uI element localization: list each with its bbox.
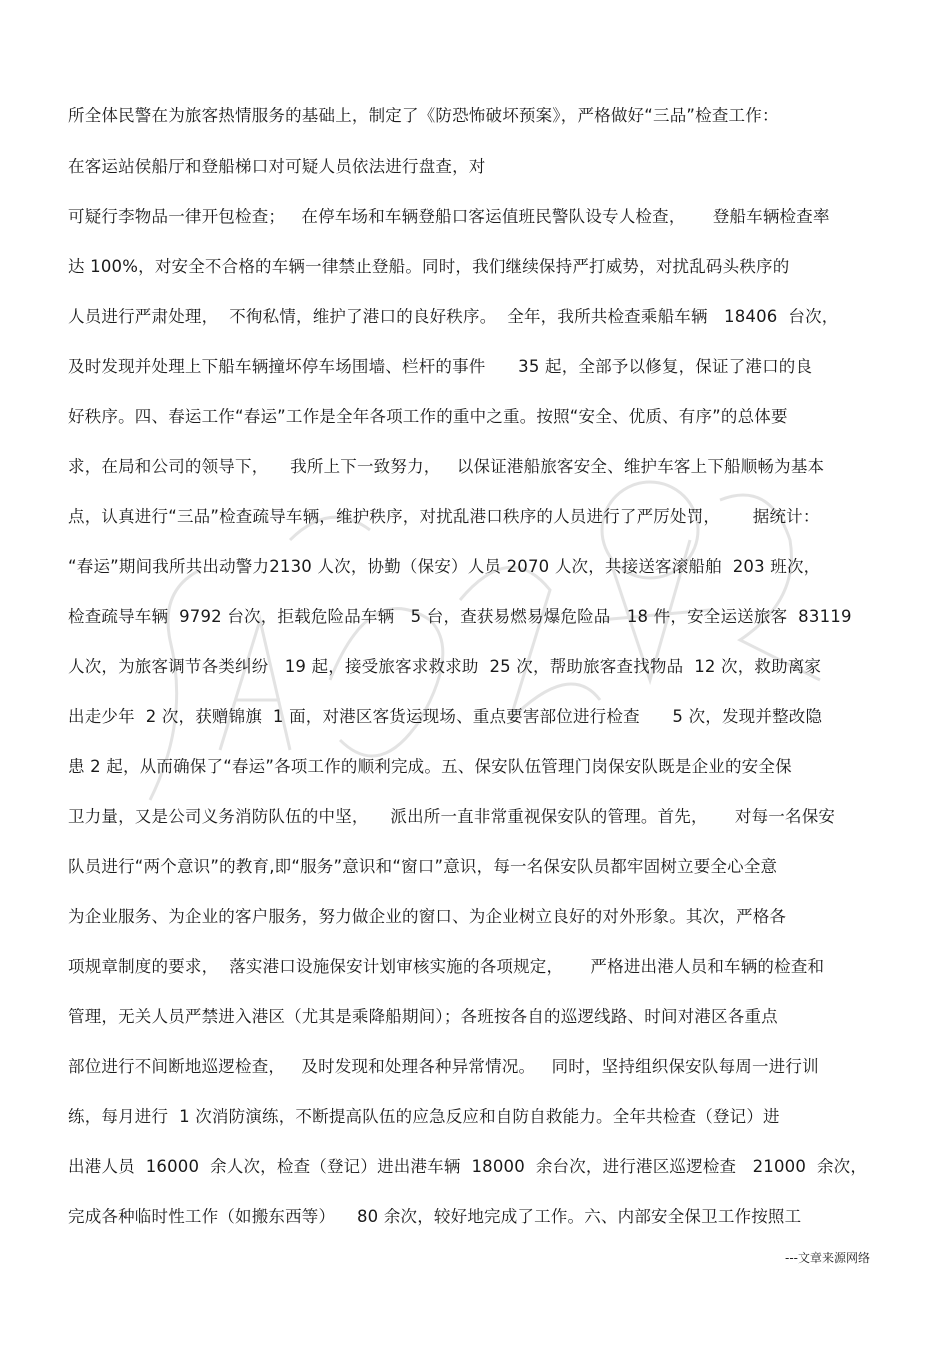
source-footer: ---文章来源网络 <box>785 1251 870 1265</box>
text-line: 点，认真进行“三品”检查疏导车辆，维护秩序，对扰乱港口秩序的人员进行了严厉处罚， 据统计： <box>68 507 820 526</box>
text-line: 可疑行李物品一律开包检查； 在停车场和车辆登船口客运值班民警队设专人检查， 登船车辆检查率 <box>68 207 830 226</box>
text-line: 及时发现并处理上下船车辆撞坏停车场围墙、栏杆的事件 35 起，全部予以修复，保证了港口的良 <box>68 357 813 376</box>
text-line: 为企业服务、为企业的客户服务，努力做企业的窗口、为企业树立良好的对外形象。其次，严格各 <box>68 907 787 926</box>
text-line: 检查疏导车辆 9792 台次，拒载危险品车辆 5 台，查获易燃易爆危险品 18 件，安全运送旅客 83119 <box>68 607 852 626</box>
text-line: 在客运站侯船厅和登船梯口对可疑人员依法进行盘查，对 <box>68 157 486 176</box>
text-line: 好秩序。四、春运工作“春运”工作是全年各项工作的重中之重。按照“安全、优质、有序”的总体要 <box>68 407 788 426</box>
text-line: 出港人员 16000 余人次，检查（登记）进出港车辆 18000 余台次，进行港区巡逻检查 21000 余次， <box>68 1157 868 1176</box>
text-line: 项规章制度的要求， 落实港口设施保安计划审核实施的各项规定， 严格进出港人员和车辆的检查和 <box>68 957 825 976</box>
text-line: 管理，无关人员严禁进入港区（尤其是乘降船期间）；各班按各自的巡逻线路、时间对港区各重点 <box>68 1007 778 1026</box>
text-line: 患 2 起，从而确保了“春运”各项工作的顺利完成。五、保安队伍管理门岗保安队既是企业的安全保 <box>68 757 792 776</box>
text-line: 出走少年 2 次，获赠锦旗 1 面，对港区客货运现场、重点要害部位进行检查 5 次，发现并整改隐 <box>68 707 823 726</box>
text-line: 人次，为旅客调节各类纠纷 19 起，接受旅客求救求助 25 次，帮助旅客查找物品 12 次，救助离家 <box>68 657 822 676</box>
text-line: 所全体民警在为旅客热情服务的基础上，制定了《防恐怖破坏预案》，严格做好“三品”检查工作： <box>68 106 779 125</box>
text-line: 人员进行严肃处理， 不徇私情，维护了港口的良好秩序。 全年，我所共检查乘船车辆 18406 台次， <box>68 307 839 326</box>
text-line: 完成各种临时性工作（如搬东西等） 80 余次，较好地完成了工作。六、内部安全保卫工作按照工 <box>68 1207 802 1226</box>
text-line: 卫力量，又是公司义务消防队伍的中坚， 派出所一直非常重视保安队的管理。首先， 对每一名保安 <box>68 807 836 826</box>
text-line: 求，在局和公司的领导下， 我所上下一致努力， 以保证港船旅客安全、维护车客上下船顺畅为基本 <box>68 457 825 476</box>
text-line: 达 100%，对安全不合格的车辆一律禁止登船。同时，我们继续保持严打威势，对扰乱码头秩序的 <box>68 257 790 276</box>
watermark-stamp-icon <box>130 420 850 860</box>
text-line: 队员进行“两个意识”的教育,即“服务”意识和“窗口”意识，每一名保安队员都牢固树立要全心全意 <box>68 857 778 876</box>
text-line: “春运”期间我所共出动警力2130 人次，协勤（保安）人员 2070 人次，共接送客滚船舶 203 班次， <box>68 557 821 576</box>
text-line: 练，每月进行 1 次消防演练，不断提高队伍的应急反应和自防自救能力。全年共检查（登记）进 <box>68 1107 780 1126</box>
text-line: 部位进行不间断地巡逻检查， 及时发现和处理各种异常情况。 同时，坚持组织保安队每周一进行训 <box>68 1057 819 1076</box>
